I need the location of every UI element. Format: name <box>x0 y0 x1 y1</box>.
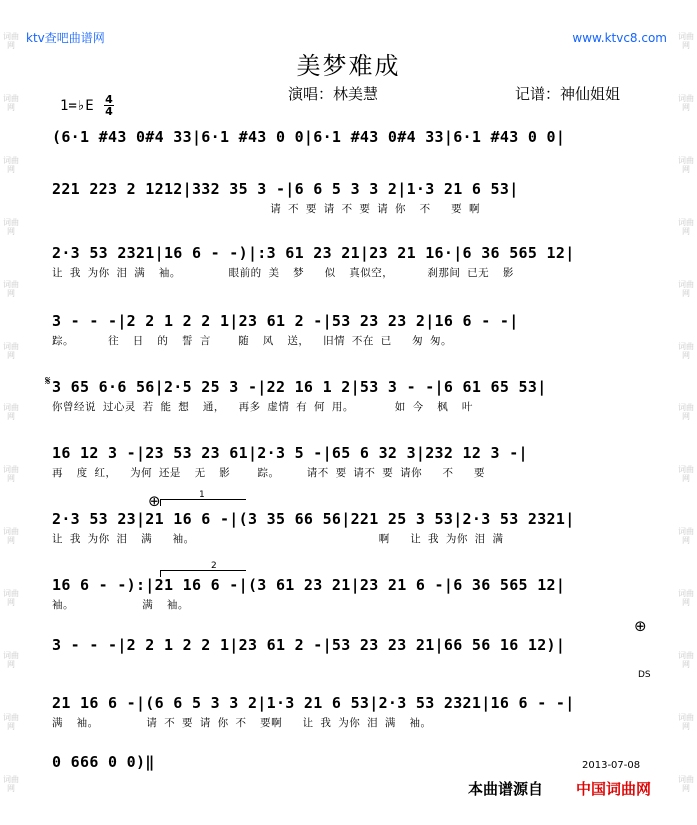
notation: 221 223 2 1212|332 35 3 -|6 6 5 3 3 2|1·3 21 6 53| <box>52 180 519 198</box>
ds-mark: DS <box>638 670 651 680</box>
volta-bracket-1 <box>160 490 246 506</box>
volta-bracket-2 <box>160 561 246 577</box>
time-signature <box>104 94 114 117</box>
lyrics <box>52 775 652 789</box>
meter-top: 4 <box>105 93 113 106</box>
right-watermark <box>678 10 694 815</box>
score-line <box>52 694 652 730</box>
score-line <box>52 128 652 164</box>
segno-icon: 𝄋 <box>45 374 51 389</box>
watermark: 词曲网 <box>678 93 694 112</box>
date-label: 2013-07-08 <box>582 760 641 771</box>
score-line <box>52 444 652 480</box>
notation: 16 12 3 -|23 53 23 61|2·3 5 -|65 6 32 3|232 12 3 -| <box>52 444 528 462</box>
singer-label: 演唱：林美慧 <box>288 85 379 103</box>
lyrics: 袖。 满 袖。 <box>52 599 189 611</box>
notation: 3 - - -|2 2 1 2 2 1|23 61 2 -|53 23 23 2|16 6 - -| <box>52 312 519 330</box>
score-line <box>52 636 652 672</box>
lyrics <box>52 150 652 164</box>
left-watermark <box>3 10 19 815</box>
watermark: 词曲网 <box>678 341 694 360</box>
watermark: 词曲网 <box>678 279 694 298</box>
watermark: 词曲网 <box>678 651 694 670</box>
lyrics <box>52 658 652 672</box>
score-line <box>52 576 652 612</box>
watermark: 词曲网 <box>678 403 694 422</box>
coda-icon: ⊕ <box>634 617 647 635</box>
lyrics: 你曾经说 过心灵 若 能 想 通， 再多 虚情 有 何 用。 如 今 枫 叶 <box>52 401 473 413</box>
watermark: 词曲网 <box>3 279 19 298</box>
watermark: 词曲网 <box>3 341 19 360</box>
key-signature: 1=♭E <box>60 98 94 114</box>
source-label: 本曲谱源自 <box>468 780 544 798</box>
watermark: 词曲网 <box>3 217 19 236</box>
notation: 2·3 53 2321|16 6 - -)|:3 61 23 21|23 21 16·|6 36 565 12| <box>52 244 575 262</box>
coda-icon: ⊕ <box>148 492 161 510</box>
lyrics: 让 我 为你 泪 满 袖。 啊 让 我 为你 泪 满 <box>52 533 504 545</box>
lyrics: 请 不 要 请 不 要 请 你 不 要 啊 <box>52 203 480 215</box>
watermark: 词曲网 <box>678 589 694 608</box>
watermark: 词曲网 <box>3 465 19 484</box>
notator-label: 记谱：神仙姐姐 <box>515 85 621 103</box>
lyrics: 踪。 往 日 的 誓 言 随 风 送， 旧情 不在 已 匆 匆。 <box>52 335 453 347</box>
watermark: 词曲网 <box>3 403 19 422</box>
notation: 21 16 6 -|(6 6 5 3 3 2|1·3 21 6 53|2·3 53 2321|16 6 - -| <box>52 694 575 712</box>
score-line <box>52 510 652 546</box>
watermark: 词曲网 <box>678 217 694 236</box>
volta-number: 2 <box>211 561 217 571</box>
site-link-left[interactable]: ktv查吧曲谱网 <box>26 31 105 45</box>
score-line <box>52 753 652 789</box>
notation: 3 65 6·6 56|2·5 25 3 -|22 16 1 2|53 3 - -|6 61 65 53| <box>52 378 547 396</box>
watermark: 词曲网 <box>3 155 19 174</box>
score-line <box>52 244 652 280</box>
site-link-right[interactable]: www.ktvc8.com <box>572 31 667 45</box>
watermark: 词曲网 <box>3 527 19 546</box>
lyrics: 再 度 红， 为何 还是 无 影 踪。 请不 要 请不 要 请你 不 要 <box>52 467 486 479</box>
lyrics: 满 袖。 请 不 要 请 你 不 要啊 让 我 为你 泪 满 袖。 <box>52 717 432 729</box>
score-line <box>52 180 652 216</box>
watermark: 词曲网 <box>3 651 19 670</box>
watermark: 词曲网 <box>678 713 694 732</box>
watermark: 词曲网 <box>678 775 694 794</box>
meter-bottom: 4 <box>105 105 113 118</box>
watermark: 词曲网 <box>678 527 694 546</box>
notation: (6·1 #43 0#4 33|6·1 #43 0 0|6·1 #43 0#4 33|6·1 #43 0 0| <box>52 128 566 146</box>
notation: 2·3 53 23|21 16 6 -|(3 35 66 56|221 25 3 53|2·3 53 2321| <box>52 510 575 528</box>
song-title: 美梦难成 <box>296 52 401 80</box>
watermark: 词曲网 <box>678 465 694 484</box>
source-site-link[interactable]: 中国词曲网 <box>576 780 652 798</box>
score-line <box>52 312 652 348</box>
watermark: 词曲网 <box>3 713 19 732</box>
watermark: 词曲网 <box>3 589 19 608</box>
lyrics: 让 我 为你 泪 满 袖。 眼前的 美 梦 似 真似空， 刹那间 已无 影 <box>52 267 514 279</box>
volta-number: 1 <box>199 490 205 500</box>
watermark: 词曲网 <box>678 155 694 174</box>
notation: 3 - - -|2 2 1 2 2 1|23 61 2 -|53 23 23 21|66 56 16 12)| <box>52 636 566 654</box>
watermark: 词曲网 <box>678 31 694 50</box>
watermark: 词曲网 <box>3 775 19 794</box>
score-line <box>52 378 652 414</box>
notation: 0 666 0 0)‖ <box>52 753 155 771</box>
notation: 16 6 - -):|21 16 6 -|(3 61 23 21|23 21 6 -|6 36 565 12| <box>52 576 566 594</box>
watermark: 词曲网 <box>3 93 19 112</box>
watermark: 词曲网 <box>3 31 19 50</box>
